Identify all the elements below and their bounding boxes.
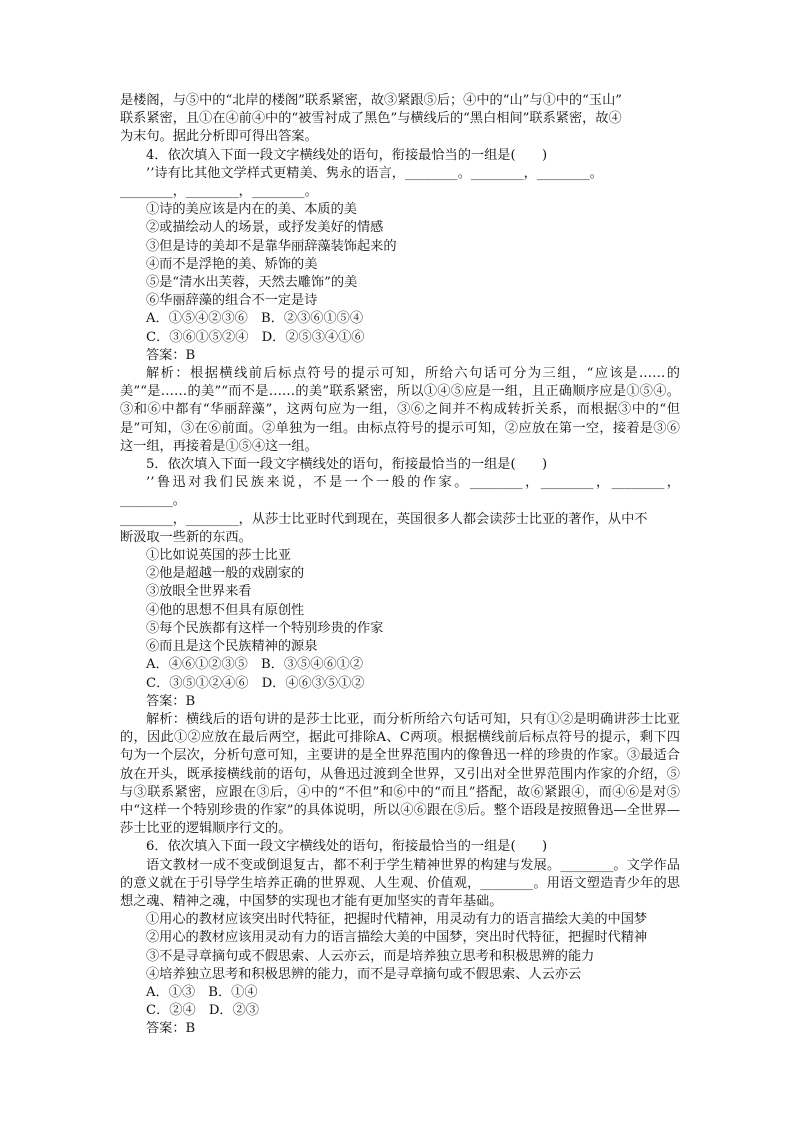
q5-options-cd: C．③⑤①②④⑥ D．④⑥③⑤①② — [146, 675, 365, 691]
q5-item-4: ④他的思想不但具有原创性 — [146, 602, 305, 618]
q4-item-5: ⑤是“清水出芙蓉，天然去雕饰”的美 — [146, 275, 358, 291]
intro-line-3: 为末句。据此分析即可得出答案。 — [120, 129, 318, 145]
q5-item-3: ③放眼全世界来看 — [146, 584, 252, 600]
q6-passage: 语文教材一成不变或倒退复古，都不利于学生精神世界的构建与发展。________。文学作品的意义就在于引导学生培养正确的世界观、人生观、价值观，________。用语文塑造青少年的思想之魂、精神之魂，中国梦的实现也才能有更加坚实的青年基础。 — [120, 857, 680, 909]
q5-item-1: ①比如说英国的莎士比亚 — [146, 548, 292, 564]
q5-options-ab: A．④⑥①②③⑤ B．③⑤④⑥①② — [146, 657, 364, 673]
q4-passage-line-2: ________，________，________。 — [120, 184, 318, 200]
q6-item-3: ③不是寻章摘句或不假思索、人云亦云，而是培养独立思考和积极思辨的能力 — [146, 948, 595, 964]
q4-analysis: 解析：根据横线前后标点符号的提示可知，所给六句话可分为三组，“应该是……的美”“是……的美”“而不是……的美”联系紧密，所以①④⑤应是一组，且正确顺序应是①⑤④。③和⑥中都有“华丽辞藻”，这两句应为一组，③⑥之间并不构成转折关系，而根据③中的“但是”可知，③在⑥前面。②单独为一组。由标点符号的提示可知，②应放在第一空，接着是③⑥这一组，再接着是①⑤④这一组。 — [120, 366, 680, 454]
q6-options-cd: C．②④ D．②③ — [146, 1003, 259, 1019]
intro-line-2: 联系紧密，且①在④前④中的“被雪衬成了黑色”与横线后的“黑白相间”联系紧密，故④ — [120, 111, 622, 127]
q6-item-2: ②用心的教材应该用灵动有力的语言描绘大美的中国梦，突出时代特征，把握时代精神 — [146, 930, 648, 946]
q6-item-1: ①用心的教材应该突出时代特征，把握时代精神，用灵动有力的语言描绘大美的中国梦 — [146, 912, 648, 928]
document-page — [120, 92, 680, 1039]
q5-passage-line-2: ________，________，从莎士比亚时代到现在，英国很多人都会读莎士比亚的著作，从中不 — [120, 511, 648, 527]
q4-options-ab: A．①⑤④②③⑥ B．②③⑥①⑤④ — [146, 311, 364, 327]
q4-options-cd: C．③⑥①⑤②④ D．②⑤③④①⑥ — [146, 329, 365, 345]
q4-item-2: ②或描绘动人的场景，或抒发美好的情感 — [146, 220, 384, 236]
q5-answer: 答案：B — [146, 693, 196, 709]
q6-options-ab: A．①③ B．①④ — [146, 984, 258, 1000]
q4-item-4: ④而不是浮艳的美、矫饰的美 — [146, 256, 318, 272]
q4-item-3: ③但是诗的美却不是靠华丽辞藻装饰起来的 — [146, 238, 397, 254]
q5-stem: 5．依次填入下面一段文字横线处的语句，衔接最恰当的一组是( ) — [146, 457, 548, 473]
q5-analysis: 解析：横线后的语句讲的是莎士比亚，而分析所给六句话可知，只有①②是明确讲莎士比亚的，因此①②应放在最后两空，据此可排除A、C两项。根据横线前后标点符号的提示，剩下四句为一个层次，分析句意可知，主要讲的是全世界范围内的像鲁迅一样的珍贵的作家。③最适合放在开头，既承接横线前的语句，从鲁迅过渡到全世界，又引出对全世界范围内作家的介绍，⑤与③联系紧密，应跟在③后，④中的“不但”和⑥中的“而且”搭配，故⑥紧跟④，而④⑥是对⑤中“这样一个特别珍贵的作家”的具体说明，所以④⑥跟在⑤后。整个语段是按照鲁迅—全世界—莎士比亚的逻辑顺序行文的。 — [120, 711, 680, 837]
q4-item-6: ⑥华丽辞藻的组合不一定是诗 — [146, 293, 318, 309]
q4-passage-line-1: ’’诗有比其他文学样式更精美、隽永的语言，________。________，________。 — [146, 165, 603, 181]
q5-passage-line-3: 断汲取一些新的东西。 — [120, 529, 252, 545]
q5-passage-line-1: ’’鲁迅对我们民族来说，不是一个一般的作家。________，________，________，________。 — [120, 475, 680, 509]
q5-item-5: ⑤每个民族都有这样一个特别珍贵的作家 — [146, 620, 384, 636]
q4-item-1: ①诗的美应该是内在的美、本质的美 — [146, 202, 357, 218]
q4-answer: 答案：B — [146, 347, 196, 363]
q6-item-4: ④培养独立思考和积极思辨的能力，而不是寻章摘句或不假思索、人云亦云 — [146, 966, 582, 982]
q6-stem: 6．依次填入下面一段文字横线处的语句，衔接最恰当的一组是( ) — [146, 839, 548, 855]
q5-item-6: ⑥而且是这个民族精神的源泉 — [146, 639, 318, 655]
intro-line-1: 是楼阁，与⑤中的“北岸的楼阁”联系紧密，故③紧跟⑤后；④中的“山”与①中的“玉山” — [120, 93, 623, 108]
q6-answer: 答案：B — [146, 1021, 196, 1037]
q4-stem: 4．依次填入下面一段文字横线处的语句，衔接最恰当的一组是( ) — [146, 147, 548, 163]
q5-item-2: ②他是超越一般的戏剧家的 — [146, 566, 305, 582]
